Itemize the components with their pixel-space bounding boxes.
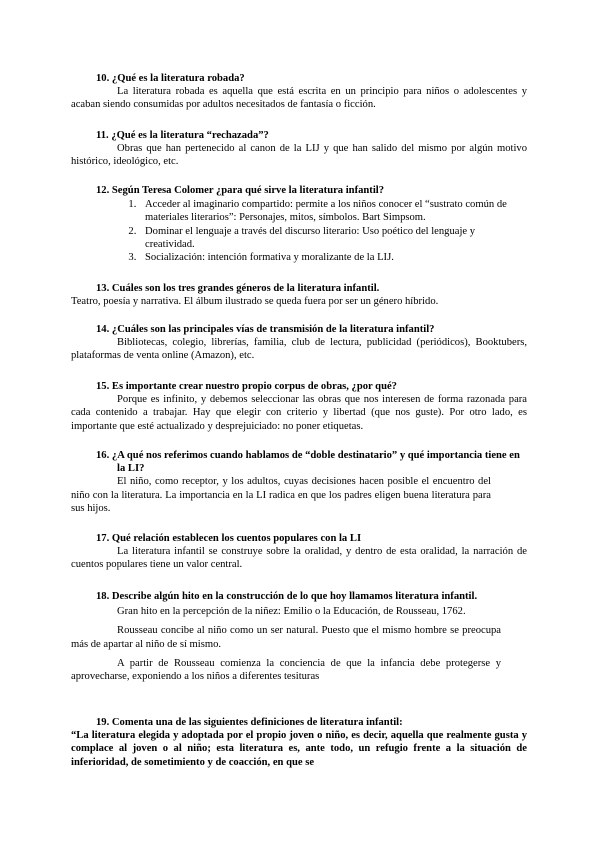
question-12 — [71, 184, 527, 264]
question-18 — [71, 590, 527, 683]
question-number: 12. — [96, 185, 110, 196]
question-text: ¿Cuáles son las principales vías de transmisión de la literatura infantil? — [111, 324, 435, 335]
answer-paragraph: Rousseau concibe al niño como un ser natural. Puesto que el mismo hombre se preocupa más de apartar al niño de sí mismo. — [71, 625, 501, 650]
question-title — [96, 323, 527, 336]
question-title — [96, 282, 527, 295]
question-title — [96, 449, 527, 475]
question-title — [96, 532, 527, 545]
answer-text: El niño, como receptor, y los adultos, cuyas decisiones hacen posible el encuentro del niño con la literatura. La importancia en la LI radica en que los padres eligen buena literatura para sus hijos. — [71, 476, 491, 514]
question-10 — [71, 72, 527, 112]
question-number: 14. — [96, 324, 110, 335]
question-11 — [71, 129, 527, 169]
question-19 — [71, 716, 527, 769]
question-15 — [71, 380, 527, 433]
answer-text: Teatro, poesía y narrativa. El álbum ilustrado se queda fuera por ser un género híbrido. — [71, 296, 439, 308]
question-14 — [71, 323, 527, 363]
question-text: Describe algún hito en la construcción de lo que hoy llamamos literatura infantil. — [111, 591, 478, 602]
question-number: 19. — [96, 717, 110, 728]
question-title — [96, 72, 527, 85]
list-item: 2. Dominar el lenguaje a través del discurso literario: Uso poético del lenguaje y creatividad. — [139, 225, 527, 251]
answer-text: Obras que han pertenecido al canon de la LIJ y que han salido del mismo por algún motivo histórico, ideológico, etc. — [71, 143, 527, 168]
question-number: 17. — [96, 533, 110, 544]
question-title — [96, 184, 527, 197]
question-number: 10. — [96, 73, 110, 84]
quote-text: “La literatura elegida y adoptada por el propio joven o niño, es decir, aquella que realmente gusta y complace al joven o al niño; esta literatura es, ante todo, un refugio frente a la situación de inferioridad, de sometimiento y de coacción, en que se — [71, 730, 527, 768]
question-text: Según Teresa Colomer ¿para qué sirve la literatura infantil? — [111, 185, 385, 196]
question-title — [96, 590, 527, 603]
answer-text: Porque es infinito, y debemos seleccionar las obras que nos interesen de forma razonada para cada contenido a trabajar. Hay que elegir con criterio y libertad (que nos guste). Por otro lado, es importante que esté actualizado y desprejuiciado: no poner etiquetas. — [71, 394, 527, 432]
answer-text: La literatura robada es aquella que está escrita en un principio para niños o adolescentes y acaban siendo consumidas por adultos necesitados de fantasía o ficción. — [71, 86, 527, 111]
question-text: Es importante crear nuestro propio corpus de obras, ¿por qué? — [111, 381, 397, 392]
question-title — [96, 129, 527, 142]
question-number: 18. — [96, 591, 110, 602]
question-number: 15. — [96, 381, 110, 392]
answer-list — [71, 198, 527, 264]
question-16 — [71, 449, 527, 515]
answer-text: La literatura infantil se construye sobre la oralidad, y dentro de esta oralidad, la narración de cuentos populares tiene un valor central. — [71, 546, 527, 571]
question-text: Cuáles son los tres grandes géneros de la literatura infantil. — [111, 283, 380, 294]
question-17 — [71, 532, 527, 572]
question-text: ¿Qué es la literatura robada? — [111, 73, 245, 84]
question-text: Comenta una de las siguientes definiciones de literatura infantil: — [111, 717, 403, 728]
list-item: 3. Socialización: intención formativa y moralizante de la LIJ. — [139, 251, 527, 264]
question-number: 11. — [96, 130, 109, 141]
question-number: 13. — [96, 283, 110, 294]
question-number: 16. — [96, 450, 110, 461]
question-title — [96, 716, 527, 729]
question-13 — [71, 282, 527, 308]
question-title — [96, 380, 527, 393]
question-text: ¿Qué es la literatura “rechazada”? — [111, 130, 269, 141]
question-text: Qué relación establecen los cuentos populares con la LI — [111, 533, 362, 544]
answer-paragraph: A partir de Rousseau comienza la conciencia de que la infancia debe protegerse y aprovecharse, exponiendo a los niños a diferentes tesituras — [71, 657, 501, 683]
question-text: ¿A qué nos referimos cuando hablamos de “doble destinatario” y qué importancia tiene en la LI? — [111, 450, 520, 475]
answer-paragraph: Gran hito en la percepción de la niñez: Emilio o la Educación, de Rousseau, 1762. — [117, 606, 466, 618]
list-item: 1. Acceder al imaginario compartido: permite a los niños conocer el “sustrato común de materiales literarios”: Personajes, mitos, símbolos. Bart Simpsom. — [139, 198, 527, 224]
answer-text: Bibliotecas, colegio, librerías, familia, club de lectura, publicidad (periódicos), Booktubers, plataformas de venta online (Amazon), etc. — [71, 337, 527, 362]
